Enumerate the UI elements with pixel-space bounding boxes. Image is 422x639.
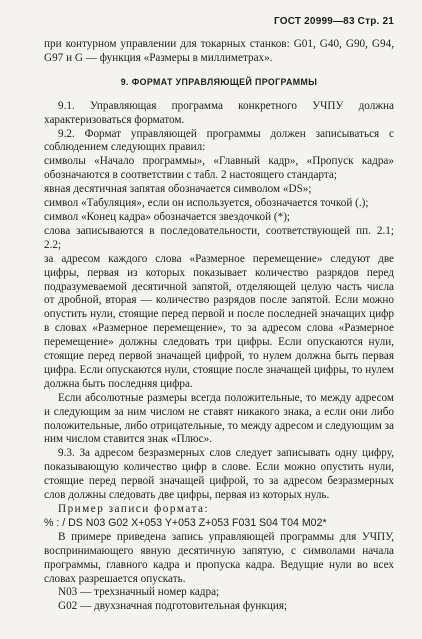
paragraph: Пример записи формата: (58, 503, 210, 515)
paragraph: G02 — двухзначная подготовительная функция; (58, 600, 288, 613)
page-header: ГОСТ 20999—83 Стр. 21 (274, 16, 394, 27)
paragraph: Если абсолютные размеры всегда положительные, то между адресом и следующим за ним числом не ставят никакого знака, а если они либо положительные, либо отрицательные, то между адресом и следующим за ним числом ставится знак «Плюс». (44, 391, 394, 446)
paragraph: за адресом каждого слова «Размерное перемещение» следуют две цифры, первая из которых показывает количество разрядов перед подразумеваемой десятичной запятой, отделяющей целую часть числа от дробной, вторая — количество разрядов после запятой. Если можно опустить нули, стоящие перед первой и после последней значащих цифр в словах «Размерное перемещение», то за адресом слова «Размерное перемещение» должны следовать три цифры. Если опускаются нули, стоящие перед первой значащей цифрой, то нулем должна быть первая цифра. Если опускаются нули, стоящие после значащей цифры, то нулем должна быть последняя цифра. (44, 252, 394, 390)
paragraph: символы «Начало программы», «Главный кадр», «Пропуск кадра» обозначаются в соответствии с табл. 2 настоящего стандарта; (44, 155, 394, 182)
paragraph: символ «Конец кадра» обозначается звездочкой (*); (44, 210, 291, 223)
section-heading: 9. ФОРМАТ УПРАВЛЯЮЩЕЙ ПРОГРАММЫ (120, 76, 318, 87)
paragraph: слова записываются в последовательности, соответствующей пп. 2.1; 2.2; (44, 224, 394, 251)
paragraph: В примере приведена запись управляющей программы для УЧПУ, воспринимающего явную десятичную запятую, с символами начала программы, главного кадра и пропуска кадра. Ведущие нули во всех словах разрешается опускать. (44, 530, 394, 585)
paragraph: символ «Табуляция», если он используется, обозначается точкой (.); (44, 197, 369, 210)
paragraph: 9.3. За адресом безразмерных слов следует записывать одну цифру, показывающую количество цифр в слове. Если можно опустить нули, стоящие перед первой значащей цифрой, то за адресом безразмерных слов должны следовать две цифры, первая из которых нуль. (44, 447, 394, 502)
paragraph: при контурном управлении для токарных станков: G01, G40, G90, G94, G97 и G — функция «Размеры в миллиметрах». (44, 38, 394, 64)
paragraph: 9.1. Управляющая программа конкретного УЧПУ должна характеризоваться форматом. (44, 99, 394, 126)
body-text (44, 38, 394, 614)
paragraph: N03 — трехзначный номер кадра; (58, 586, 220, 599)
paragraph: явная десятичная запятая обозначается символом «DS»; (44, 183, 312, 196)
paragraph: 9.2. Формат управляющей программы должен записываться с соблюдением следующих правил: (44, 127, 394, 154)
format-example: % : / DS N03 G02 X+053 Y+053 Z+053 F031 S04 T04 M02* (44, 516, 327, 529)
